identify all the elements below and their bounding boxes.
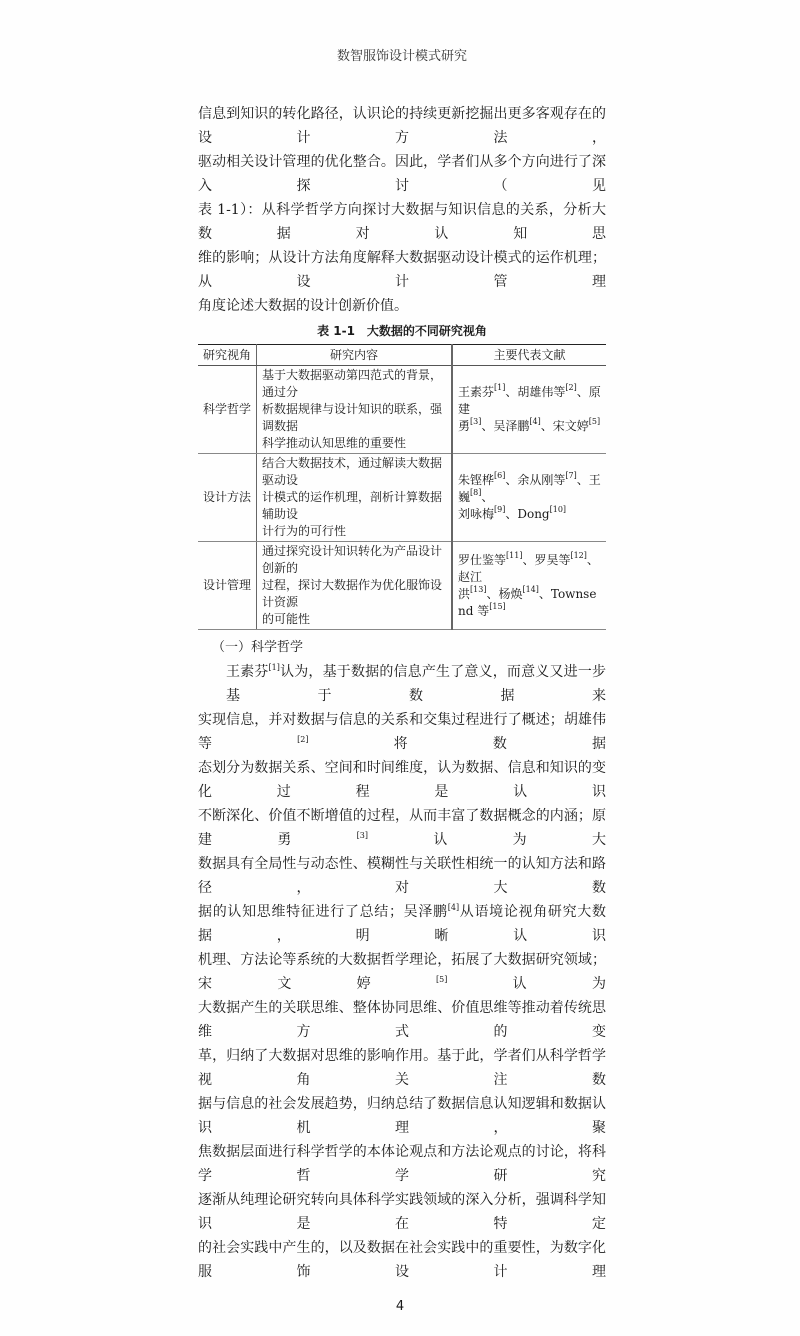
citation-superscript: [8] <box>470 488 482 497</box>
citation-superscript: [2] <box>565 383 577 392</box>
text-line <box>198 102 606 150</box>
text-run: 罗仕鉴等 <box>458 552 507 567</box>
text-line <box>198 1092 606 1140</box>
text-line <box>198 150 606 198</box>
text-line <box>198 1140 606 1188</box>
text-run: 驱动相关设计管理的优化整合。因此，学者们从多个方向进行了深入探讨（见 <box>198 154 606 194</box>
text-run: 认为，基于数据的信息产生了意义，而意义又进一步基于数据来 <box>226 664 607 704</box>
text-run: 、原建 <box>458 385 601 416</box>
text-run: 据与信息的社会发展趋势，归纳总结了数据信息认知逻辑和数据认识机理，聚 <box>198 1096 606 1136</box>
citation-superscript: [4] <box>447 903 460 912</box>
text-line <box>198 246 606 294</box>
text-run: 朱铿桦 <box>458 473 495 487</box>
table-row <box>198 454 606 542</box>
text-run: 角度论述大数据的设计创新价值。 <box>198 298 408 314</box>
text-run: 数据具有全局性与动态性、模糊性与关联性相统一的认知方法和路径，对大数 <box>198 856 606 896</box>
citation-superscript: [5] <box>588 417 601 426</box>
text-line <box>198 996 606 1044</box>
text-run: 逐渐从纯理论研究转向具体科学实践领域的深入分析，强调科学知识是在特定 <box>198 1192 606 1232</box>
citation-superscript: [13] <box>470 584 487 594</box>
citation-superscript: [15] <box>489 601 506 611</box>
text-run: 、Townsend 等 <box>458 586 597 618</box>
text-run: 、罗昊等 <box>522 552 571 567</box>
text-run: 、赵江 <box>458 552 599 584</box>
text-line <box>198 1188 606 1236</box>
running-head: 数智服饰设计模式研究 <box>336 49 467 64</box>
cell-line: 的可能性 <box>262 612 311 626</box>
text-run: 、杨焕 <box>486 586 523 601</box>
text-line <box>198 900 606 948</box>
text-run: 、胡雄伟等 <box>505 385 566 399</box>
text-run: 焦数据层面进行科学哲学的本体论观点和方法论观点的讨论，将科学哲学研究 <box>198 1144 606 1184</box>
text-run: 机理、方法论等系统的大数据哲学理论，拓展了大数据研究领域；宋文婷 <box>198 952 606 992</box>
cell-line: 过程，探讨大数据作为优化服饰设计资源 <box>262 578 443 609</box>
text-line <box>198 804 606 852</box>
citation-superscript: [14] <box>522 584 539 594</box>
text-line <box>198 660 606 708</box>
text-run: 洪 <box>458 586 471 601</box>
table-row <box>198 542 606 630</box>
text-run: 的社会实践中产生的，以及数据在社会实践中的重要性，为数字化服饰设计理 <box>198 1240 606 1280</box>
section-heading: （一）科学哲学 <box>212 640 304 655</box>
cell-line <box>458 472 601 506</box>
text-line <box>198 294 606 318</box>
page-content <box>198 0 606 1336</box>
text-run: 、 <box>481 490 494 504</box>
cell-content <box>257 542 453 630</box>
citation-superscript: [3] <box>470 417 482 426</box>
text-line <box>198 948 606 996</box>
text-run: 王素芬 <box>226 664 269 680</box>
cell-line: 计模式的运作机理，剖析计算数据辅助设 <box>262 490 443 521</box>
body-paragraph <box>198 660 606 1284</box>
text-run: 、宋文婷 <box>540 419 589 433</box>
cell-line: 科学推动认知思维的重要性 <box>262 436 407 450</box>
citation-superscript: [7] <box>565 471 577 480</box>
text-run: 信息到知识的转化路径，认识论的持续更新挖掘出更多客观存在的设计方法， <box>198 106 606 146</box>
text-run: 、吴泽鹏 <box>481 419 530 433</box>
cell-line: 计行为的可行性 <box>262 524 347 538</box>
citation-superscript: [2] <box>297 735 309 744</box>
citation-superscript: [5] <box>436 975 448 984</box>
cell-content <box>257 454 453 542</box>
citation-superscript: [1] <box>494 383 506 392</box>
text-run: 表 1-1）：从科学哲学方向探讨大数据与知识信息的关系，分析大数据对认知思 <box>198 202 606 242</box>
cell-references <box>452 366 606 454</box>
text-run: 不断深化、价值不断增值的过程，从而丰富了数据概念的内涵；原建勇 <box>198 808 606 848</box>
cell-line: 基于大数据驱动第四范式的背景，通过分 <box>262 368 443 399</box>
text-run: 刘咏梅 <box>458 507 495 521</box>
intro-paragraph <box>198 102 606 318</box>
cell-line: 结合大数据技术，通过解读大数据驱动设 <box>262 456 443 487</box>
text-run: 勇 <box>458 419 471 433</box>
citation-superscript: [10] <box>549 505 567 514</box>
cell-references <box>452 454 606 542</box>
cell-perspective: 科学哲学 <box>198 366 257 454</box>
citation-superscript: [9] <box>494 505 506 514</box>
header-content: 研究内容 <box>257 345 453 366</box>
research-perspectives-table <box>198 344 606 630</box>
table-header-row <box>198 345 606 366</box>
text-line <box>198 198 606 246</box>
text-line <box>198 708 606 756</box>
citation-superscript: [6] <box>494 471 506 480</box>
cell-line <box>458 506 601 523</box>
text-run: 、王巍 <box>458 473 601 504</box>
cell-line <box>458 552 601 586</box>
text-run: 实现信息，并对数据与信息的关系和交集过程进行了概述；胡雄伟等 <box>198 712 606 752</box>
text-run: 王素芬 <box>458 385 495 399</box>
cell-references <box>452 542 606 630</box>
text-run: 革，归纳了大数据对思维的影响作用。基于此，学者们从科学哲学视角关注数 <box>198 1048 606 1088</box>
text-run: 从语境论视角研究大数据，明晰认识 <box>198 904 607 944</box>
text-run: 态划分为数据关系、空间和时间维度，认为数据、信息和知识的变化过程是认识 <box>198 760 606 800</box>
cell-line: 析数据规律与设计知识的联系，强调数据 <box>262 402 443 433</box>
text-run: 认为 <box>447 976 607 992</box>
header-references: 主要代表文献 <box>452 345 606 366</box>
text-line <box>198 1236 606 1284</box>
text-line <box>198 1044 606 1092</box>
cell-perspective: 设计方法 <box>198 454 257 542</box>
text-run: 据的认知思维特征进行了总结；吴泽鹏 <box>198 904 448 920</box>
table-title: 表 1-1 大数据的不同研究视角 <box>317 324 487 338</box>
text-run: 维的影响；从设计方法角度解释大数据驱动设计模式的运作机理；从设计管理 <box>198 250 606 290</box>
text-line <box>198 756 606 804</box>
table-row <box>198 366 606 454</box>
citation-superscript: [11] <box>506 550 523 560</box>
cell-content <box>257 366 453 454</box>
cell-line <box>458 586 601 620</box>
cell-line: 通过探究设计知识转化为产品设计创新的 <box>262 544 443 575</box>
citation-superscript: [12] <box>570 550 587 560</box>
cell-line <box>458 384 601 418</box>
cell-perspective: 设计管理 <box>198 542 257 630</box>
text-line <box>198 852 606 900</box>
cell-line <box>458 418 601 435</box>
text-run: 认为大 <box>368 832 607 848</box>
citation-superscript: [1] <box>268 663 280 672</box>
text-run: 将数据 <box>308 736 607 752</box>
text-run: 、Dong <box>505 507 550 521</box>
header-perspective: 研究视角 <box>198 345 257 366</box>
citation-superscript: [3] <box>356 831 369 840</box>
page-number: 4 <box>395 1299 405 1314</box>
text-run: 、余从刚等 <box>505 473 566 487</box>
citation-superscript: [4] <box>529 417 541 426</box>
text-run: 大数据产生的关联思维、整体协同思维、价值思维等推动着传统思维方式的变 <box>198 1000 606 1040</box>
